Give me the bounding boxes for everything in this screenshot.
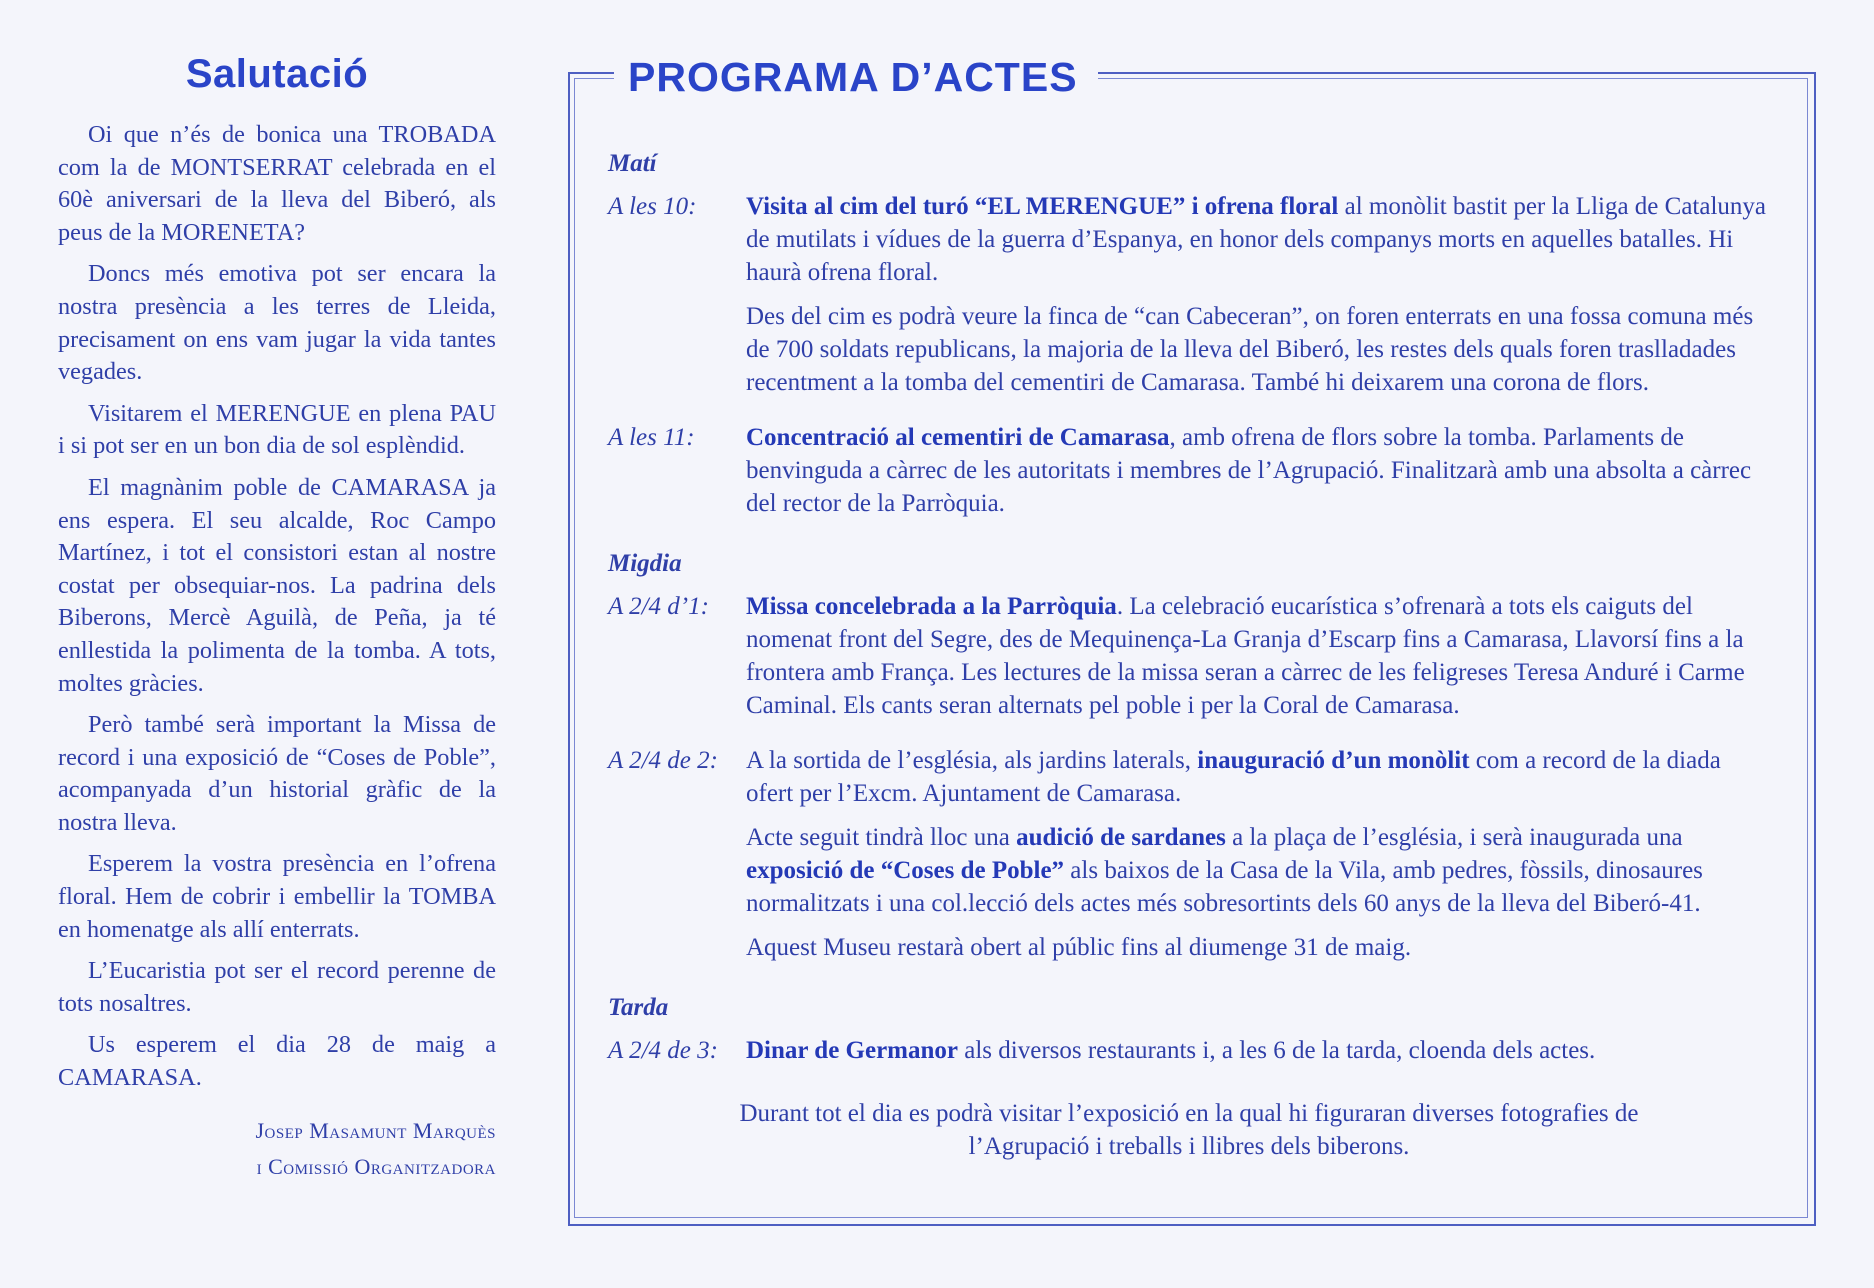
salutacio-body [58,119,496,1095]
event-row [608,190,1770,399]
salutacio-paragraph: El magnànim poble de CAMARASA ja ens espera. El seu alcalde, Roc Campo Martínez, i tot el consistori estan al nostre costat per obsequiar-nos. La padrina dels Biberons, Mercè Aguilà, de Peña, ja té enllestida la polimenta de la tomba. A tots, moltes gràcies. [58,473,496,697]
event-time: A 2/4 d’1: [608,593,709,620]
event-time: A 2/4 de 3: [608,1037,718,1064]
event-text: . La celebració eucarística s’ofrenarà a tots els caiguts del nomenat front del Segre, des de Mequinença-La Granja d’Escarp fins a Camarasa, Llavorsí fins a la frontera amb França. Les lectures de la missa seran a càrrec de les feligreses Teresa Anduré i Carme Caminal. Els cants seran alternats pel poble i per la Coral de Camarasa. [746,593,1745,719]
event-row [608,590,1770,722]
event-time: A 2/4 de 2: [608,747,718,774]
event-text: als diversos restaurants i, a les 6 de la tarda, cloenda dels actes. [958,1037,1596,1064]
event-text: Des del cim es podrà veure la finca de “can Cabeceran”, on foren enterrats en una fossa comuna més de 700 soldats republicans, la majoria de la lleva del Biberó, les restes dels quals foren traslladades recentment a la tomba del cementiri de Camarasa. També hi deixarem una corona de flors. [746,303,1754,396]
event-highlight: inauguració d’un monòlit [1197,747,1470,774]
event-highlight: Visita al cim del turó “EL MERENGUE” i ofrena floral [746,193,1339,220]
salutacio-paragraph: Esperem la vostra presència en l’ofrena floral. Hem de cobrir i embellir la TOMBA en homenatge als allí enterrats. [58,850,496,943]
event-description [746,590,1770,722]
section-title: Tarda [608,994,669,1021]
programa-closing-note: Durant tot el dia es podrà visitar l’exposició en la qual hi figuraran diverses fotografies de l’Agrupació i treballs i llibres dels biberons. [739,1100,1639,1160]
salutacio-paragraph: Visitarem el MERENGUE en plena PAU i si pot ser en un bon dia de sol esplèndid. [58,399,496,460]
event-paragraph [746,421,1770,520]
event-row [608,744,1770,964]
salutacio-paragraph: Oi que n’és de bonica una TROBADA com la de MONTSERRAT celebrada en el 60è aniversari de la lleva del Biberó, als peus de la MORENETA? [58,121,496,246]
signature-name: Josep Masamunt Marquès [255,1117,496,1143]
event-text: a la plaça de l’església, i serà inaugurada una [1225,824,1683,851]
section-title: Migdia [608,550,682,577]
event-paragraph [746,1034,1770,1067]
event-highlight: audició de sardanes [1016,824,1226,851]
event-text: als baixos de la Casa de la Vila, amb pedres, fòssils, dinosaures normalitzats i una col.lecció dels actes més sobresortints dels 60 anys de la lleva del Biberó-41. [746,857,1703,917]
section-title: Matí [608,150,657,177]
programa-sections [608,148,1770,1067]
event-text: , amb ofrena de flors sobre la tomba. Parlaments de benvinguda a càrrec de les autoritats i membres de l’Agrupació. Finalitzarà amb una absolta a càrrec del rector de la Parròquia. [746,424,1752,517]
salutacio-title: Salutació [185,52,369,96]
event-text: A la sortida de l’església, als jardins laterals, [746,747,1198,774]
event-description [746,744,1770,964]
programa-body [608,148,1770,1163]
event-highlight: Dinar de Germanor [746,1037,959,1064]
event-text: Acte seguit tindrà lloc una [746,824,1017,851]
event-highlight: Concentració al cementiri de Camarasa [746,424,1170,451]
salutacio-paragraph: Però també serà important la Missa de record i una exposició de “Coses de Poble”, acompanyada d’un historial gràfic de la nostra lleva. [58,711,496,836]
event-row [608,421,1770,520]
programa-section-0 [608,148,1770,520]
event-text: Aquest Museu restarà obert al públic fins al diumenge 31 de maig. [746,934,1412,961]
salutacio-paragraph: L’Eucaristia pot ser el record perenne de tots nosaltres. [58,957,496,1017]
event-text: al monòlit bastit per la Lliga de Catalunya de mutilats i vídues de la guerra d’Espanya, en honor dels companys morts en aquelles batalles. Hi haurà ofrena floral. [746,193,1767,286]
event-paragraph [746,821,1770,920]
salutacio-column [58,52,496,1185]
event-highlight: exposició de “Coses de Poble” [746,857,1065,884]
event-time: A les 11: [608,424,695,451]
event-paragraph [746,300,1770,399]
event-paragraph [746,744,1770,810]
event-description [746,1034,1770,1067]
signature-committee: i Comissió Organitzadora [256,1153,496,1179]
programa-title: PROGRAMA D’ACTES [614,52,1098,102]
event-highlight: Missa concelebrada a la Parròquia [746,593,1117,620]
event-paragraph [746,590,1770,722]
programa-section-2 [608,992,1770,1067]
event-paragraph [746,190,1770,289]
event-paragraph [746,931,1770,964]
signature [58,1113,496,1185]
event-text: com a record de la diada ofert per l’Excm. Ajuntament de Camarasa. [746,747,1721,807]
salutacio-paragraph: Doncs més emotiva pot ser encara la nostra presència a les terres de Lleida, precisament on ens vam jugar la vida tantes vegades. [58,260,496,386]
event-description [746,421,1770,520]
event-description [746,190,1770,399]
event-time: A les 10: [608,193,697,220]
programa-section-1 [608,548,1770,964]
event-row [608,1034,1770,1067]
salutacio-paragraph: Us esperem el dia 28 de maig a CAMARASA. [58,1031,496,1092]
